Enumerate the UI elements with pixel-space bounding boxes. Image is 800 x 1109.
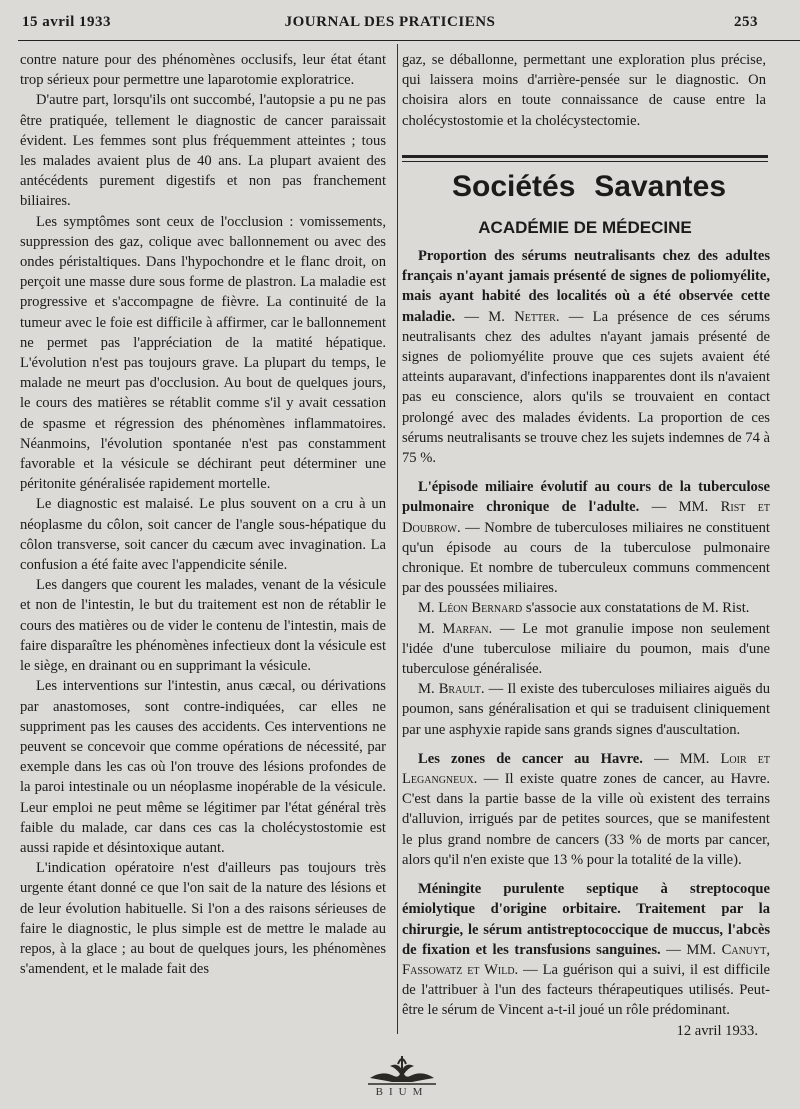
paragraph: contre nature pour des phénomènes occlusifs, leur état étant trop sérieux pour permettre une laparotomie exploratrice. — [20, 52, 386, 89]
comment: M. Brault. — Il existe des tuberculoses miliaires aiguës du poumon, sans généralisation et qui se traduisent cliniquement par une asphyxie rapide sans grands signes d'auscultation. — [402, 681, 770, 738]
article-authors: — M. Netter. — — [455, 308, 593, 325]
section-rule-thin — [402, 161, 768, 162]
header-date: 15 avril 1933 — [22, 14, 111, 30]
article-authors: — MM. Loir et Legangneux. — — [402, 750, 770, 788]
page-number: 253 — [734, 14, 758, 30]
article-body: La présence de ces sérums neutralisants chez des adultes n'ayant jamais présenté de signes de poliomyélite prouve que ces sujets avaient été atteints auparavant, d'infections inapparentes dont ils n'avaient pas eu conscience, alors qu'ils se trouvaient en contact prolongé avec des malades évidents. La proportion de ces sérums neutralisants se trouve chez les sujets indemnes de 74 à 75 %. — [402, 308, 770, 467]
article-title: Proportion des sérums neutralisants chez des adultes français n'ayant jamais présenté de signes de poliomyélite, mais ayant habité des localités où a été observée cette maladie. — [402, 248, 770, 325]
left-column — [20, 50, 386, 979]
header-journal-title: JOURNAL DES PRATICIENS — [284, 14, 496, 30]
section-title: Sociétés Savantes — [452, 170, 726, 203]
article-body: La guérison qui a suivi, il est difficile de l'attribuer à l'un des facteurs thérapeutiques utilisés. Peut-être le sérum de Vincent a-t-il joué un rôle prédominant. — [402, 961, 771, 1019]
paragraph: Le diagnostic est malaisé. Le plus souvent on a cru à un néoplasme du côlon, soit cancer de l'angle sous-hépatique du côlon transverse, soit cancer du cæcum avec invagination. La confusion a été faite avec l'appendicite sénile. — [20, 496, 386, 574]
paragraph: Les symptômes sont ceux de l'occlusion : vomissements, suppression des gaz, colique avec ballonnement ou avec des ondes péristaltiques. Dans l'hypochondre et le flanc droit, on perçoit une masse dure sous forme de plastron. La maladie est progressive et s'accompagne de fièvre. La continuité de la tumeur avec le foie est difficile à affirmer, car le ballonnement ne permet pas l'appréciation de la matité hépatique. L'évolution n'est pas toujours grave. La plupart du temps, le malade ne meurt pas d'occlusion. Au bout de quelques jours, le cours des matières se rétablit comme s'il y avait cessation de spasme et régression des phénomènes inflammatoires. Néanmoins, l'évolution spontanée n'est pas constamment favorable et la vésicule se déchirant peut déterminer une péritonite généralisée rapidement mortelle. — [20, 213, 386, 493]
article-title: L'épisode miliaire évolutif au cours de la tuberculose pulmonaire chronique de l'adulte. — [402, 479, 770, 516]
article-authors: — MM. Rist et Doubrow. — — [402, 499, 770, 536]
comment-author: M. Brault. — [418, 681, 485, 698]
article-title: Méningite purulente septique à streptocoque émiolytique d'origine orbitaire. Traitement par la chirurgie, le sérum antistreptococcique de muccus, l'abcès de fixation et les transfusions sanguines. — [402, 881, 770, 958]
comment: M. Marfan. — Le mot granulie impose non seulement l'idée d'une tuberculose miliaire du poumon, mais d'une tuberculose généralisée. — [402, 620, 770, 678]
article-body: Il existe quatre zones de cancer, au Havre. C'est dans la partie basse de la ville où existent des terrains d'alluvion, irrigués par de petites sources, que se manifestent le plus grand nombre de cancers (33 % de morts par cancer, alors qu'il n'en existe que 13 % pour la totalité de la ville). — [402, 771, 770, 868]
paragraph: Les dangers que courent les malades, venant de la vésicule et non de l'intestin, le but du traitement est non de rétablir le cours des matières ou de vider le contenu de l'intestin, mais de faire disparaître les phénomènes infectieux dont la vésicule est le siège, en drainant ou en supprimant la vésicule. — [20, 577, 386, 675]
date-signoff: 12 avril 1933. — [676, 1022, 758, 1039]
right-column-continuation — [402, 50, 766, 131]
header-rule — [18, 40, 800, 41]
column-divider — [397, 44, 398, 1034]
article-authors: — MM. Canuyt, Fassowatz et Wild. — — [402, 941, 770, 978]
article — [402, 879, 770, 1020]
article — [402, 246, 770, 468]
paragraph: Les interventions sur l'intestin, anus cæcal, ou dérivations par anastomoses, sont contre-indiquées, car elles ne suppriment pas les causes des accidents. Ces interventions ne peuvent se concevoir que comme opérations de nécessité, par exemple dans les cas où l'on trouve des lésions profondes de la paroi intestinale ou un néoplasme inopérable de la vésicule. Leur emploi ne peut même se légitimer par l'état général très faible du malade, car dans ces cas la cholécystostomie est aussi rapide et désintoxique autant. — [20, 678, 386, 856]
article — [402, 477, 770, 598]
article-body: Nombre de tuberculoses miliaires ne constituent qu'un épisode au cours de la tuberculose pulmonaire chronique. Et nombre de tuberculeux communs commencent par des poussées miliaires. — [402, 519, 770, 597]
comment: M. Léon Bernard s'associe aux constatations de M. Rist. — [418, 600, 750, 617]
paragraph: L'indication opératoire n'est d'ailleurs pas toujours très urgente étant donné ce que l'on sait de la nature des lésions et de leur évolution habituelle. Si l'on a des raisons sérieuses de faire le diagnostic, le plus simple est de mettre le malade au repos, à la glace ; au bout de quelques jours, les phénomènes s'amendent, et le malade fait des — [20, 860, 386, 978]
subsection-heading: ACADÉMIE DE MÉDECINE — [478, 218, 692, 237]
paragraph: gaz, se déballonne, permettant une exploration plus précise, qui laissera moins d'arrière-pensée sur le diagnostic. On choisira alors en toute connaissance de cause entre la cholécystostomie et la cholécystectomie. — [402, 52, 766, 129]
comment-author: M. Marfan. — [418, 620, 493, 637]
article — [402, 749, 770, 870]
running-header — [22, 14, 758, 36]
logo-text: BIUM — [375, 1086, 429, 1098]
article-title: Les zones de cancer au Havre. — [418, 750, 643, 767]
comment-author: M. Léon Bernard — [418, 600, 523, 617]
right-column-articles — [402, 246, 770, 1041]
section-rule-thick — [402, 155, 768, 158]
paragraph: D'autre part, lorsqu'ils ont succombé, l'autopsie a pu ne pas être pratiquée, tellement le diagnostic de cancer paraissait évident. Les femmes sont plus fréquemment atteintes ; tous les malades avaient plus de 40 ans. La plupart avaient des antécédents purement digestifs et non pas franchement biliaires. — [20, 92, 386, 210]
